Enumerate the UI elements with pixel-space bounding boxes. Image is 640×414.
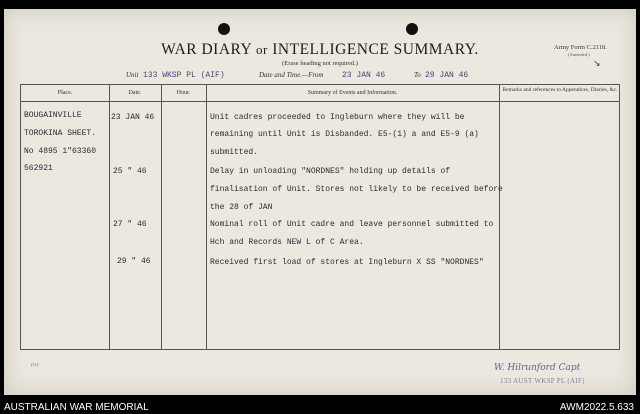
form-title	[0, 41, 640, 59]
header-place: Place.	[57, 90, 73, 96]
punch-hole	[406, 23, 418, 35]
summary-line: finalisation of Unit. Stores not likely to be received before	[210, 185, 503, 194]
column-divider	[161, 85, 162, 349]
officer-signature: W. Hilrunford Capt	[494, 363, 581, 373]
summary-line: remaining until Unit is Disbanded. E5-(1) a and E5-9 (a)	[210, 130, 479, 139]
place-line: 562921	[24, 164, 53, 173]
to-label: To	[414, 71, 421, 79]
form-code: (11)	[31, 362, 39, 367]
header-divider	[21, 101, 619, 102]
column-divider	[109, 85, 110, 349]
title-main: WAR DIARY	[161, 41, 252, 58]
punch-hole	[218, 23, 230, 35]
date-line: 29 " 46	[117, 257, 151, 266]
summary-line: Unit cadres proceeded to Ingleburn where they will be	[210, 113, 465, 122]
amended-note: (Amended.)	[568, 52, 590, 57]
caption-accession-number: AWM2022.5.633	[559, 402, 634, 413]
diary-table	[20, 84, 620, 350]
summary-line: the 28 of JAN	[210, 203, 273, 212]
column-divider	[206, 85, 207, 349]
unit-value: 133 WKSP PL (AIF)	[143, 71, 225, 80]
header-date: Date.	[128, 90, 142, 96]
place-line: TOROKINA SHEET.	[24, 129, 97, 138]
corner-mark-icon: ↘	[593, 58, 601, 68]
column-divider	[499, 85, 500, 349]
unit-label: Unit	[126, 71, 139, 79]
place-line: No 4895 1"63360	[24, 147, 97, 156]
header-hour: Hour.	[176, 90, 191, 96]
date-line: 25 " 46	[113, 167, 147, 176]
summary-line: Hch and Records NEW L of C Area.	[210, 238, 364, 247]
title-rest: INTELLIGENCE SUMMARY.	[272, 41, 479, 58]
summary-line: submitted.	[210, 148, 259, 157]
erase-note: (Erase heading not required.)	[282, 60, 358, 67]
unit-stamp: 133 AUST WKSP PL (AIF)	[500, 377, 585, 385]
from-date: 23 JAN 46	[342, 71, 386, 80]
summary-line: Delay in unloading "NORDNES" holding up details of	[210, 167, 451, 176]
army-form-number: Army Form C.2118.	[554, 44, 607, 51]
date-time-label: Date and Time.—From	[259, 71, 324, 79]
place-line: BOUGAINVILLE	[24, 111, 82, 120]
summary-line: Received first load of stores at Ingleburn X SS "NORDNES"	[210, 258, 484, 267]
to-date: 29 JAN 46	[425, 71, 469, 80]
date-line: 23 JAN 46	[111, 113, 155, 122]
title-or: or	[256, 42, 268, 57]
header-remarks: Remarks and references to Appendices, Diaries, &c.	[502, 87, 618, 93]
summary-line: Nominal roll of Unit cadre and leave personnel submitted to	[210, 220, 494, 229]
header-summary: Summary of Events and Information.	[307, 90, 398, 96]
caption-institution: AUSTRALIAN WAR MEMORIAL	[4, 402, 149, 413]
date-line: 27 " 46	[113, 220, 147, 229]
